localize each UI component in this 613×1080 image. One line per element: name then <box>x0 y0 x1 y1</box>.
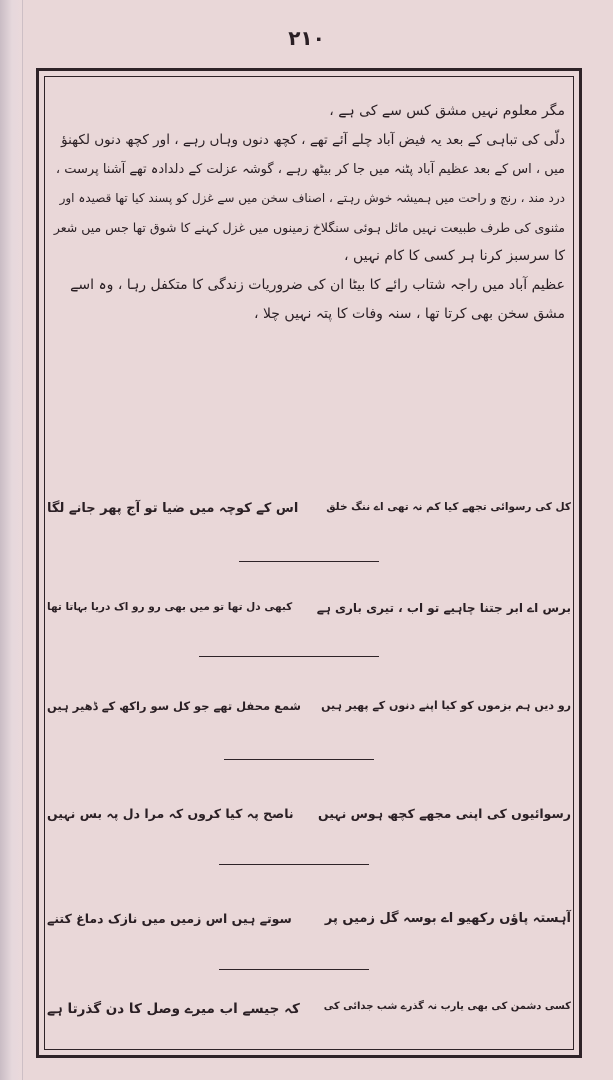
couplet <box>47 699 571 713</box>
couplet <box>47 911 571 926</box>
divider <box>224 759 374 760</box>
prose-line: کا سرسبز کرنا ہر کسی کا کام نہیں ، <box>344 248 565 264</box>
prose-line: مگر معلوم نہیں مشق کس سے کی ہے ، <box>329 103 565 119</box>
couplet-second-line: سوتے ہیں اس زمیں میں نازک دماغ کتنے <box>47 911 292 926</box>
page-border-frame <box>36 68 582 1058</box>
divider <box>219 864 369 865</box>
divider <box>199 656 379 657</box>
couplet-second-line: ناصح پہ کیا کروں کہ مرا دل پہ بس نہیں <box>47 806 294 821</box>
couplet-second-line: شمع محفل تھے جو کل سو راکھ کے ڈھیر ہیں <box>47 699 301 713</box>
couplet-second-line: کبھی دل تھا تو میں بھی رو رو اک دریا بہاتا تھا <box>47 601 293 613</box>
prose-line: میں ، اس کے بعد عظیم آباد پٹنہ میں جا کر بیٹھ رہے ، گوشہ عزلت کے دلدادہ تھے آشنا پرست ، <box>55 162 565 177</box>
couplet <box>47 501 571 516</box>
divider <box>219 969 369 970</box>
prose-line: دلّی کی تباہی کے بعد یہ فیض آباد چلے آئے تھے ، کچھ دنوں وہاں رہے ، اور کچھ دنوں لکھنؤ <box>61 132 565 148</box>
book-spine-shadow <box>0 0 23 1080</box>
couplet-first-line: کل کی رسوائی تجھے کیا کم نہ تھی اے ننگ خلق <box>326 501 571 513</box>
prose-line: عظیم آباد میں راجہ شتاب رائے کا بیٹا ان کی ضروریات زندگی کا متکفل رہا ، وہ اسے <box>70 277 565 293</box>
couplet <box>47 1001 571 1017</box>
couplet <box>47 601 571 615</box>
couplet-second-line: اس کے کوچہ میں ضیا تو آج پھر جانے لگا <box>47 501 299 516</box>
prose-block <box>53 97 565 329</box>
couplet-first-line: آہستہ پاؤں رکھیو اے بوسہ گل زمیں پر <box>324 911 571 926</box>
couplet-first-line: کسی دشمن کی بھی یارب نہ گذرے شب جدائی کی <box>323 1001 571 1012</box>
couplet-first-line: برس اے ابر جتنا چاہیے تو اب ، تیری باری ہے <box>316 601 571 615</box>
couplet-second-line: کہ جیسے اب میرے وصل کا دن گذرتا ہے <box>47 1001 300 1017</box>
prose-line: مثنوی کی طرف طبیعت نہیں مائل ہوئی سنگلاخ زمینوں میں غزل کہنے کا شوق تھا جس میں شعر <box>53 220 565 235</box>
divider <box>239 561 379 562</box>
couplet-first-line: رسوائیوں کی اپنی مجھے کچھ ہوس نہیں <box>317 806 571 821</box>
couplet <box>47 806 571 821</box>
page-number: ۲۱۰ <box>288 26 325 50</box>
prose-line: مشق سخن بھی کرتا تھا ، سنہ وفات کا پتہ نہیں چلا ، <box>253 306 565 322</box>
prose-line: درد مند ، رنج و راحت میں ہمیشہ خوش رہتے ، اصناف سخن میں سے غزل کو پسند کیا تھا قصیدہ اور <box>59 191 565 205</box>
couplet-first-line: رو دیں ہم بزموں کو کیا اپنے دنوں کے پھیر ہیں <box>321 699 571 712</box>
